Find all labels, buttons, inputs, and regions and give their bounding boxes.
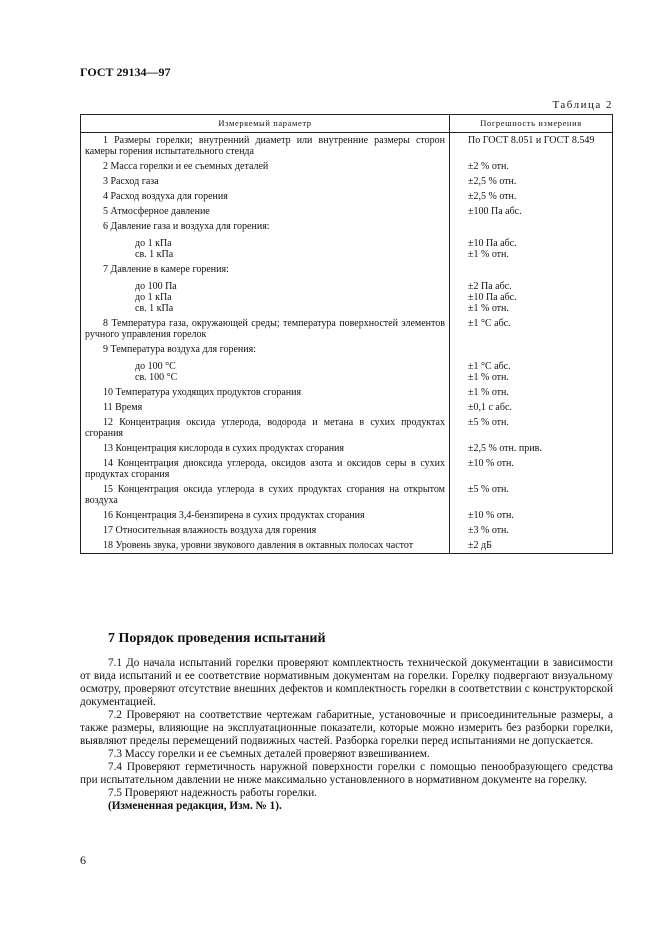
table-row — [81, 538, 613, 554]
accuracy-cell: ±1 % отн. — [450, 385, 613, 400]
table-row — [81, 400, 613, 415]
param-cell — [81, 262, 450, 316]
section-body — [80, 657, 613, 813]
param-subitem: до 100 °С — [135, 361, 176, 372]
table-row — [81, 342, 613, 385]
page-number: 6 — [80, 853, 86, 867]
table-row — [81, 204, 613, 219]
accuracy-cell: ±0,1 с абс. — [450, 400, 613, 415]
param-subitem: до 1 кПа — [135, 292, 172, 303]
table-row — [81, 523, 613, 538]
paragraph: 7.5 Проверяют надежность работы горелки. — [108, 787, 317, 799]
accuracy-subitem: ±10 Па абс. — [468, 292, 517, 303]
param-subitem: до 1 кПа — [135, 238, 172, 249]
table-row — [81, 189, 613, 204]
param-cell: 5 Атмосферное давление — [81, 204, 450, 219]
param-heading: 9 Температура воздуха для горения: — [103, 344, 257, 355]
accuracy-subitem: ±1 % отн. — [468, 303, 509, 314]
table-row — [81, 508, 613, 523]
accuracy-subitem: ±10 Па абс. — [468, 238, 517, 249]
param-subitem: св. 1 кПа — [135, 303, 174, 314]
accuracy-subitem: ±1 % отн. — [468, 249, 509, 260]
column-header-accuracy: Погрешность измерения — [450, 115, 613, 133]
document-code: ГОСТ 29134—97 — [80, 65, 171, 79]
column-header-parameter: Измеряемый параметр — [81, 115, 450, 133]
accuracy-cell: ±10 % отн. — [450, 456, 613, 482]
table-row — [81, 415, 613, 441]
paragraph: 7.3 Массу горелки и ее съемных деталей проверяют взвешиванием. — [108, 748, 430, 760]
param-cell — [81, 342, 450, 385]
table-row — [81, 174, 613, 189]
accuracy-cell: ±10 % отн. — [450, 508, 613, 523]
accuracy-cell: ±2,5 % отн. — [450, 189, 613, 204]
table-row — [81, 262, 613, 316]
accuracy-subitem: ±2 Па абс. — [468, 281, 512, 292]
param-cell: 2 Масса горелки и ее съемных деталей — [81, 159, 450, 174]
paragraph: 7.4 Проверяют герметичность наружной поверхности горелки с помощью пенообразующего средства при испытательном давлении не ниже максимально установленного в нормативном документе на горелку. — [80, 761, 613, 786]
accuracy-cell: ±3 % отн. — [450, 523, 613, 538]
param-cell: 11 Время — [81, 400, 450, 415]
paragraph: 7.2 Проверяют на соответствие чертежам габаритные, установочные и присоединительные размеры, а также размеры, влияющие на эксплуатационные показатели, которые можно измерить без разборки горелки, выявляют пределы перемещений подвижных частей. Разборка горелки перед испытаниями не допускается. — [80, 709, 613, 747]
accuracy-cell: ±5 % отн. — [450, 482, 613, 508]
accuracy-cell: ±2 % отн. — [450, 159, 613, 174]
param-cell: 13 Концентрация кислорода в сухих продуктах сгорания — [81, 441, 450, 456]
param-subitem: до 100 Па — [135, 281, 177, 292]
param-cell: 16 Концентрация 3,4-бензпирена в сухих продуктах сгорания — [81, 508, 450, 523]
param-cell: 8 Температура газа, окружающей среды; температура поверхностей элементов ручного управления горелок — [81, 316, 450, 342]
accuracy-cell: ±100 Па абс. — [450, 204, 613, 219]
accuracy-cell: ±2,5 % отн. прив. — [450, 441, 613, 456]
param-cell: 1 Размеры горелки; внутренний диаметр или внутренние размеры сторон камеры горения испытательного стенда — [81, 133, 450, 160]
param-heading: 7 Давление в камере горения: — [103, 264, 229, 275]
accuracy-cell — [450, 219, 613, 262]
accuracy-cell: ±1 °С абс. — [450, 316, 613, 342]
accuracy-cell: ±2,5 % отн. — [450, 174, 613, 189]
accuracy-cell: ±2 дБ — [450, 538, 613, 554]
accuracy-cell — [450, 342, 613, 385]
accuracy-cell: ±5 % отн. — [450, 415, 613, 441]
param-cell: 4 Расход воздуха для горения — [81, 189, 450, 204]
accuracy-cell — [450, 262, 613, 316]
table-row — [81, 385, 613, 400]
param-cell: 17 Относительная влажность воздуха для горения — [81, 523, 450, 538]
param-cell: 10 Температура уходящих продуктов сгорания — [81, 385, 450, 400]
param-heading: 6 Давление газа и воздуха для горения: — [103, 221, 270, 232]
table-row — [81, 133, 613, 160]
param-cell: 15 Концентрация оксида углерода в сухих продуктах сгорания на открытом воздуха — [81, 482, 450, 508]
table-row — [81, 441, 613, 456]
param-cell — [81, 219, 450, 262]
param-cell: 12 Концентрация оксида углерода, водорода и метана в сухих продуктах сгорания — [81, 415, 450, 441]
accuracy-cell: По ГОСТ 8.051 и ГОСТ 8.549 — [450, 133, 613, 160]
table-row — [81, 456, 613, 482]
table-caption: Таблица 2 — [552, 99, 613, 111]
section-title: 7 Порядок проведения испытаний — [108, 631, 326, 646]
param-cell: 3 Расход газа — [81, 174, 450, 189]
change-note: (Измененная редакция, Изм. № 1). — [108, 800, 282, 812]
table-row — [81, 482, 613, 508]
table-row — [81, 159, 613, 174]
table-row — [81, 316, 613, 342]
param-subitem: св. 1 кПа — [135, 249, 174, 260]
measurement-accuracy-table — [80, 114, 613, 554]
paragraph: 7.1 До начала испытаний горелки проверяют комплектность технической документации в зависимости от вида испытаний и ее соответствие нормативным документам на горелки. Горелку подвергают визуальному осмотру, проверяют отсутствие внешних дефектов и комплектность горелки в соответствии с конструкторской документацией. — [80, 657, 613, 708]
table-row — [81, 219, 613, 262]
accuracy-subitem: ±1 % отн. — [468, 372, 509, 383]
accuracy-subitem: ±1 °С абс. — [468, 361, 511, 372]
param-cell: 14 Концентрация диоксида углерода, оксидов азота и оксидов серы в сухих продуктах сгорания — [81, 456, 450, 482]
param-subitem: св. 100 °С — [135, 372, 178, 383]
param-cell: 18 Уровень звука, уровни звукового давления в октавных полосах частот — [81, 538, 450, 554]
